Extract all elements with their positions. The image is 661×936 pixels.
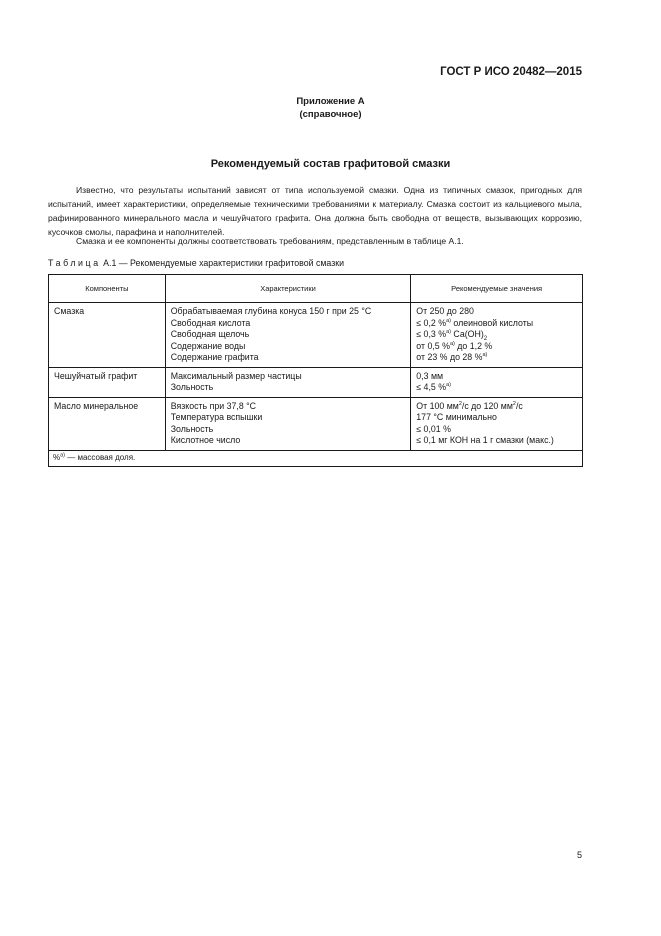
appendix-subtitle: (справочное) <box>299 109 362 120</box>
values-cell <box>411 303 583 368</box>
characteristic-item: Обрабатываемая глубина конуса 150 г при 25 °С <box>170 306 372 316</box>
characteristic-item: Содержание воды <box>170 340 246 351</box>
value-item: ≤ 0,01 % <box>416 423 451 434</box>
table-row <box>49 397 583 450</box>
characteristic-item: Зольность <box>170 382 214 392</box>
characteristics-cell <box>165 367 411 397</box>
value-item: 0,3 мм <box>416 370 444 381</box>
characteristic-item: Кислотное число <box>170 435 241 445</box>
header-characteristics: Характеристики <box>165 275 411 303</box>
table-row <box>49 367 583 397</box>
header-values: Рекомендуемые значения <box>411 275 583 303</box>
table-header-row <box>49 275 583 303</box>
component-name: Смазка <box>54 306 85 316</box>
characteristic-item: Температура вспышки <box>170 412 263 422</box>
characteristics-cell <box>165 397 411 450</box>
characteristic-item: Свободная щелочь <box>170 329 250 339</box>
value-item: ≤ 4,5 %$^{а)}$ <box>416 382 451 392</box>
component-name: Масло минеральное <box>54 400 139 411</box>
value-item: От 100 $мм^2/с$ до 120 $мм^2/с$ <box>416 400 523 411</box>
value-item: от 0,5 %$^{а)}$ до 1,2 % <box>416 340 493 351</box>
characteristics-cell <box>165 303 411 368</box>
standard-designation: ГОСТ Р ИСО 20482—2015 <box>440 66 582 78</box>
value-item: ≤ 0,1 мг КОН на 1 г смазки (макс.) <box>416 435 554 445</box>
page-number: 5 <box>576 850 582 860</box>
value-item: 177 °С минимально <box>416 412 497 422</box>
characteristic-item: Зольность <box>170 423 214 434</box>
characteristic-item: Содержание графита <box>170 352 259 362</box>
component-name: Чешуйчатый графит <box>54 370 138 381</box>
table-caption-label: Таблица <box>48 258 101 268</box>
table-caption <box>48 258 344 268</box>
table-footnote: %$^{а)}$ — массовая доля. <box>49 450 583 466</box>
value-item: От 250 до 280 <box>416 306 474 316</box>
characteristic-item: Максимальный размер частицы <box>170 370 302 381</box>
characteristic-item: Вязкость при 37,8 °С <box>170 400 257 411</box>
table-footnote-row <box>49 450 583 466</box>
component-cell <box>49 397 166 450</box>
value-item: ≤ 0,2 %$^{а)}$ олеиновой кислоты <box>416 317 534 328</box>
lubricant-table <box>48 274 583 467</box>
component-cell <box>49 303 166 368</box>
component-cell <box>49 367 166 397</box>
values-cell <box>411 397 583 450</box>
document-title: Рекомендуемый состав графитовой смазки <box>210 158 451 170</box>
value-item: от 23 % до 28 %$^{а)}$ <box>416 352 488 362</box>
requirements-paragraph <box>48 234 582 248</box>
paragraph-text: Известно, что результаты испытаний зависят от типа используемой смазки. Одна из типичных смазок, пригодных для испытаний, имеет характеристики, определяемые техническими требованиями к материалу. Смазка состоит из кальциевого мыла, рафинированного минерального масла и чешуйчатого графита. Она должна быть свободна от веществ, вызывающих коррозию, кусочков смолы, парафина и наполнителей. <box>48 185 582 237</box>
table-caption-text: А.1 — Рекомендуемые характеристики графитовой смазки <box>103 258 345 268</box>
intro-paragraph <box>48 183 582 239</box>
header-components: Компоненты <box>49 275 166 303</box>
table-row <box>49 303 583 368</box>
paragraph-text: Смазка и ее компоненты должны соответствовать требованиям, представленным в таблице А.1. <box>76 236 464 246</box>
values-cell <box>411 367 583 397</box>
value-item: ≤ 0,3 %$^{а)}$ $Са(ОН)_2$ <box>416 329 488 342</box>
characteristic-item: Свободная кислота <box>170 317 251 328</box>
appendix-title: Приложение А <box>296 96 365 107</box>
